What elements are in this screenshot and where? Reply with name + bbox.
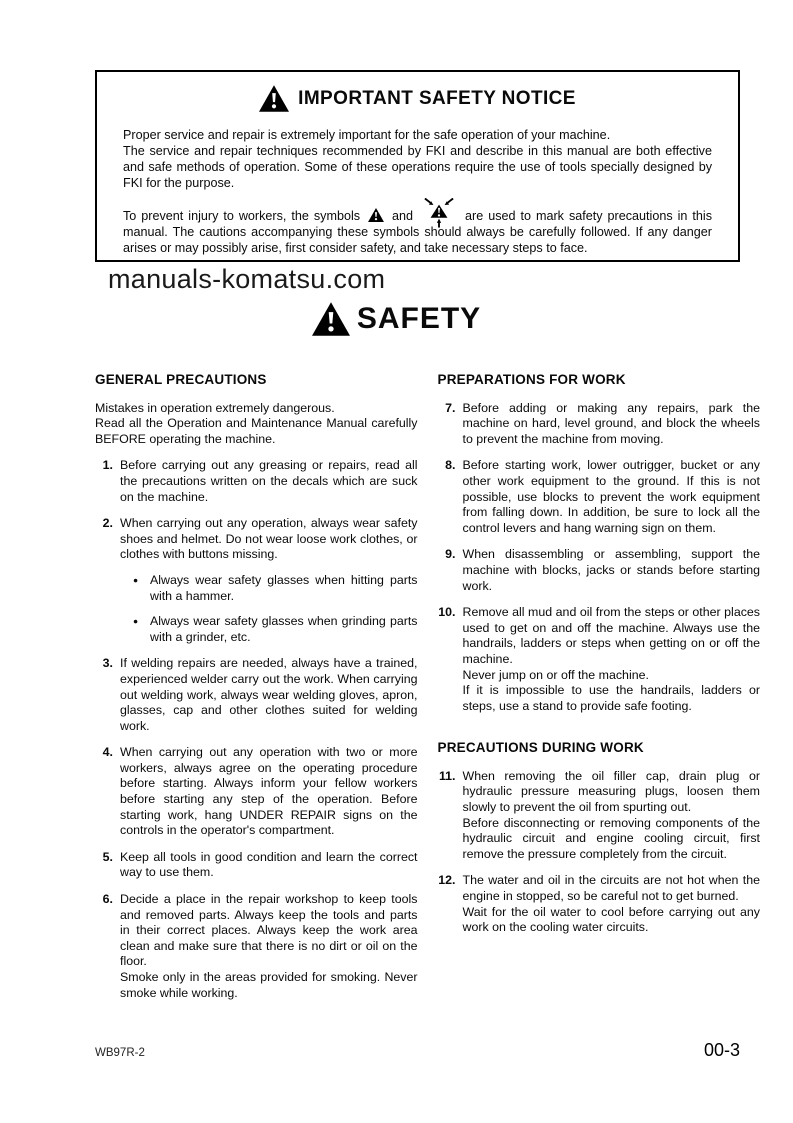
bullet-icon: ●	[133, 616, 139, 627]
safety-heading	[0, 302, 793, 336]
list-item	[95, 656, 418, 734]
item-text: Before starting work, lower outrigger, bucket or any other work equipment to the ground. If this is not possible, use blocks to prevent the work equipment from falling down. In addition, be sure to lock all the control levers and hang warning sign on them.	[462, 458, 760, 535]
item-text: When carrying out any operation with two or more workers, always agree on the operating procedure before starting. Always inform your fellow workers before starting any step of the operation. Before starting work, hang UNDER REPAIR signs on the controls in the operator's compartment.	[120, 745, 418, 838]
section-heading-precautions-during-work: PRECAUTIONS DURING WORK	[437, 740, 644, 756]
item-number: 1.	[102, 458, 113, 473]
item-extra-text: Smoke only in the areas provided for smoking. Never smoke while working.	[120, 970, 418, 1000]
list-item	[438, 547, 761, 594]
list-item	[95, 458, 418, 505]
notice-paragraph	[123, 207, 712, 256]
item-number: 2.	[102, 516, 113, 531]
notice-title: IMPORTANT SAFETY NOTICE	[298, 87, 576, 109]
page-footer	[95, 1040, 740, 1061]
bullet-icon: ●	[133, 574, 139, 585]
list-item	[95, 745, 418, 839]
notice-title-row	[123, 85, 712, 112]
item-text: The water and oil in the circuits are not hot when the engine in stopped, so be careful not to get burned.	[462, 873, 760, 904]
safety-heading-title: SAFETY	[356, 302, 482, 335]
warning-triangle-icon	[368, 208, 384, 222]
list-item	[95, 850, 418, 881]
intro-line: Mistakes in operation extremely dangerous.	[95, 400, 335, 415]
list-item	[438, 873, 761, 935]
item-number: 10.	[438, 605, 456, 620]
list-item	[438, 769, 761, 863]
bullet-text: Always wear safety glasses when grinding parts with a grinder, etc.	[150, 614, 418, 644]
footer-page-number: 00-3	[703, 1040, 740, 1060]
item-number: 8.	[445, 458, 456, 473]
notice-symbol-sentence-end: are used to mark safety precautions in this manual. The cautions accompanying these symbols should always be carefully followed. If any danger arises or may possibly arise, first consider safety, and take necessary steps to face.	[123, 209, 713, 255]
item-text: Before carrying out any greasing or repairs, read all the precautions written on the decals which are suck on the machine.	[120, 458, 418, 504]
list-item	[95, 892, 418, 1001]
item-number: 12.	[438, 873, 456, 888]
list-item	[95, 516, 418, 645]
item-number: 3.	[102, 656, 113, 671]
item-text: If welding repairs are needed, always have a trained, experienced welder carry out the work. When carrying out welding work, always wear welding gloves, apron, glasses, cap and other clothes suited for welding work.	[120, 656, 418, 733]
item-text: Before adding or making any repairs, park the machine on hard, level ground, and block the wheels to prevent the machine from moving.	[462, 400, 760, 446]
section-heading-general-precautions: GENERAL PRECAUTIONS	[95, 372, 267, 387]
notice-paragraph: Proper service and repair is extremely important for the safe operation of your machine.	[123, 128, 611, 142]
section-heading-preparations-for-work: PREPARATIONS FOR WORK	[437, 372, 626, 387]
bullet-text: Always wear safety glasses when hitting parts with a hammer.	[150, 572, 418, 603]
item-text: Keep all tools in good condition and learn the correct way to use them.	[120, 849, 418, 880]
warning-triangle-icon	[312, 302, 350, 336]
right-column	[438, 372, 761, 1001]
section-intro	[95, 401, 418, 448]
list-item	[438, 605, 761, 714]
item-extra-text: Before disconnecting or removing components of the hydraulic circuit and engine cooling circuit, first remove the pressure completely from the circuit.	[462, 815, 760, 861]
item-number: 6.	[102, 892, 113, 907]
notice-paragraph: The service and repair techniques recommended by FKI and describe in this manual are both effective and safe methods of operation. Some of these operations require the use of tools specially designed by FKI for the purpose.	[123, 144, 712, 190]
notice-symbol-sentence-start: To prevent injury to workers, the symbols	[123, 209, 361, 223]
warning-triangle-icon	[259, 85, 289, 112]
item-extra-text: If it is impossible to use the handrails, ladders or steps, use a stand to provide safe footing.	[462, 683, 760, 713]
watermark-text: manuals-komatsu.com	[108, 264, 386, 294]
safety-notice-box	[95, 70, 740, 262]
content-columns	[95, 372, 760, 1001]
item-text: Decide a place in the repair workshop to keep tools and removed parts. Always keep the tools and parts in their correct places. Always keep the work area clean and make sure that there is no dirt or oil on the floor.	[120, 892, 418, 969]
warning-triangle-arrows-icon	[423, 207, 455, 220]
left-column	[95, 372, 418, 1001]
bullet-item	[133, 573, 418, 604]
item-number: 7.	[445, 400, 456, 415]
item-text: Remove all mud and oil from the steps or other places used to get on and off the machine. Always use the handrails, ladders or steps when getting on or off the machine.	[462, 605, 760, 666]
item-number: 4.	[102, 745, 113, 760]
item-number: 9.	[445, 547, 456, 562]
intro-line: Read all the Operation and Maintenance Manual carefully BEFORE operating the machine.	[95, 416, 418, 446]
footer-model-code: WB97R-2	[95, 1047, 145, 1059]
list-item	[438, 401, 761, 448]
item-text: When removing the oil filler cap, drain plug or hydraulic pressure measuring plugs, loosen them slowly to prevent the oil from spurting out.	[462, 768, 760, 815]
item-number: 5.	[102, 849, 113, 864]
item-text: When carrying out any operation, always wear safety shoes and helmet. Do not wear loose work clothes, or clothes with buttons missing.	[120, 516, 418, 562]
notice-symbol-sentence-middle: and	[392, 209, 414, 223]
bullet-item	[133, 614, 418, 645]
item-text: When disassembling or assembling, support the machine with blocks, jacks or stands before starting work.	[462, 547, 760, 593]
item-extra-text: Never jump on or off the machine.	[462, 667, 649, 682]
item-number: 11.	[438, 768, 456, 783]
list-item	[438, 458, 761, 536]
item-extra-text: Wait for the oil water to cool before carrying out any work on the cooling water circuits.	[462, 904, 760, 935]
